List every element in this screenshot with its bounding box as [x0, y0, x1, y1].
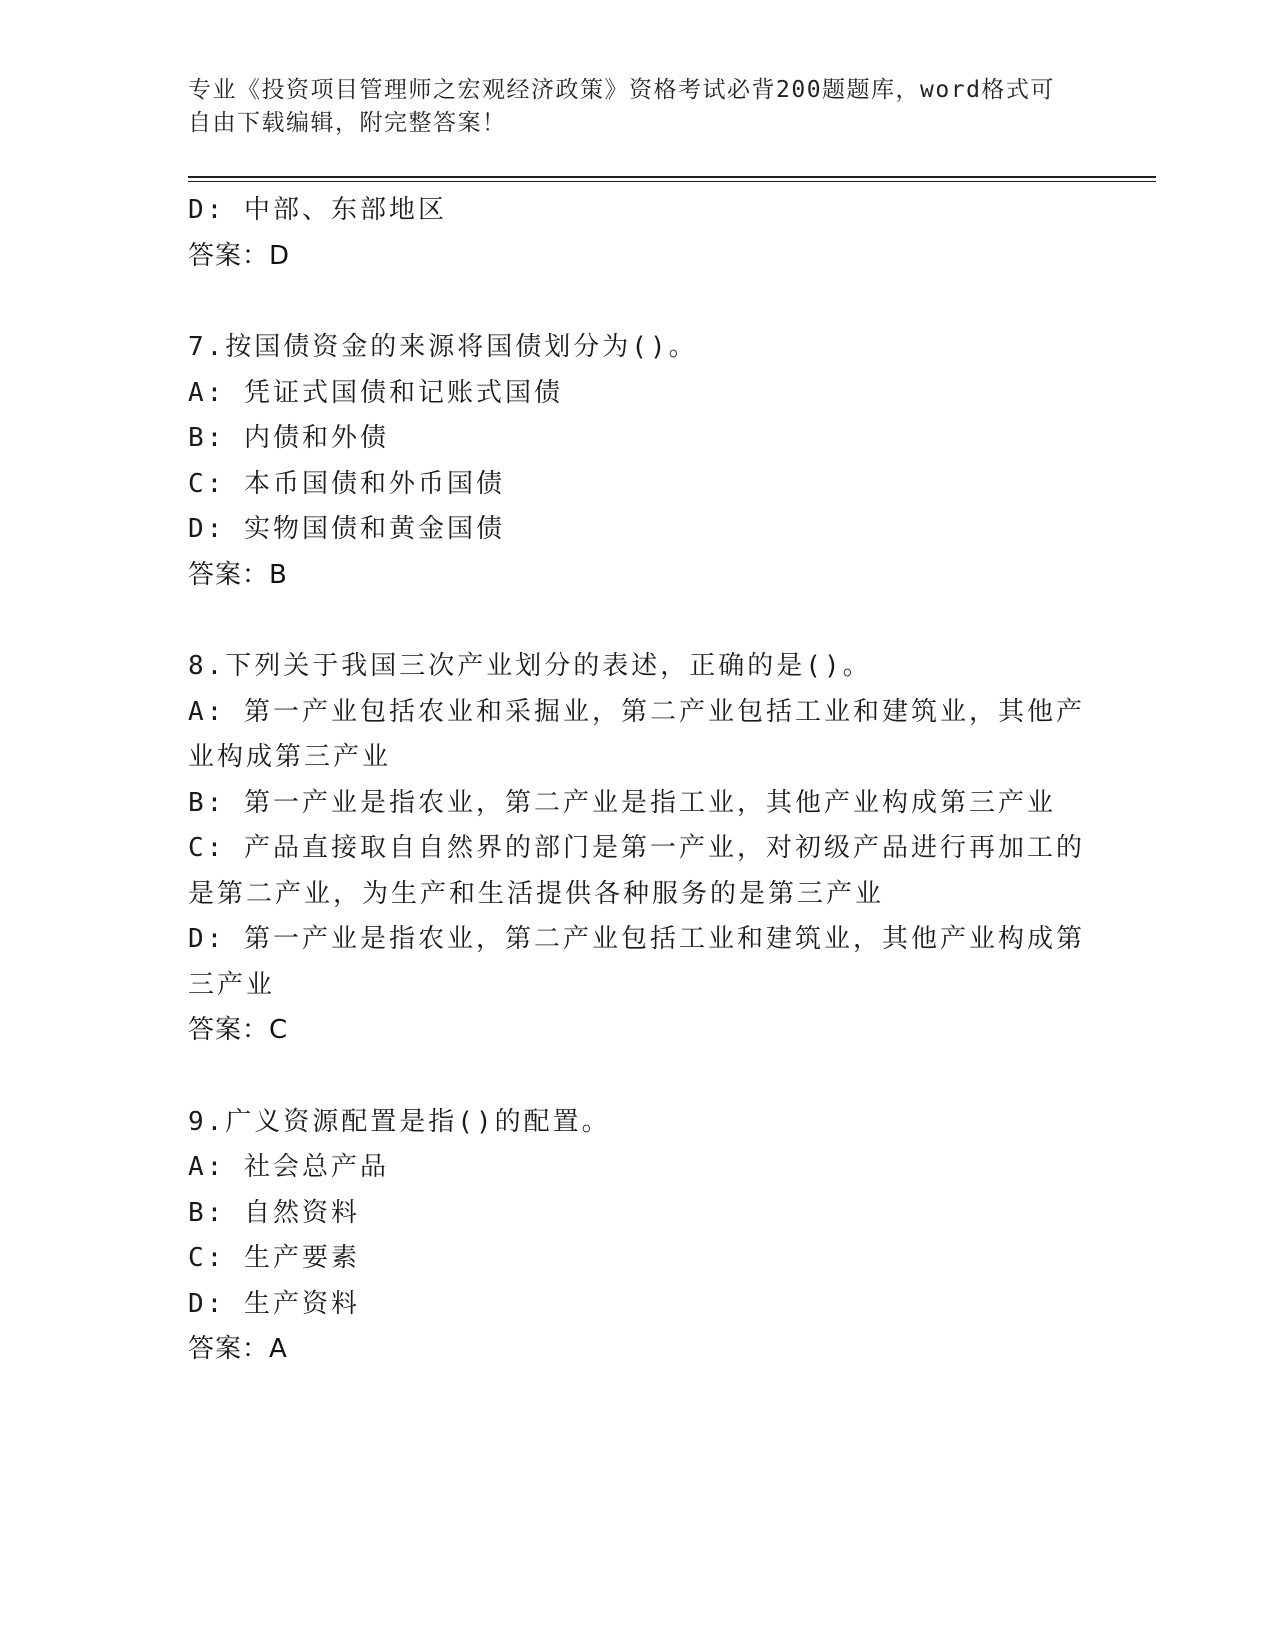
header-line-1: 专业《投资项目管理师之宏观经济政策》资格考试必背200题题库，word格式可: [188, 77, 1055, 103]
answer-line: 答案：A: [188, 1334, 288, 1364]
option-a: A: 第一产业包括农业和采掘业，第二产业包括工业和建筑业，其他产业构成第三产业: [188, 696, 1085, 772]
option-b: B: 内债和外债: [188, 423, 389, 453]
option-c: C: 产品直接取自自然界的部门是第一产业，对初级产品进行再加工的是第二产业，为生产和生活提供各种服务的是第三产业: [188, 833, 1085, 909]
spacer: [188, 598, 1088, 644]
option-b: B: 自然资料: [188, 1197, 360, 1228]
option-c: C: 本币国债和外币国债: [188, 468, 505, 499]
option-d: D: 第一产业是指农业，第二产业包括工业和建筑业，其他产业构成第三产业: [188, 924, 1085, 1000]
question-list: [188, 188, 1088, 1373]
answer-line: 答案：B: [188, 559, 288, 590]
spacer: [188, 1054, 1088, 1100]
question-block-6: [188, 188, 1088, 279]
option-a: A: 社会总产品: [188, 1152, 389, 1182]
question-stem: 7.按国债资金的来源将国债划分为()。: [188, 332, 698, 362]
option-a: A: 凭证式国债和记账式国债: [188, 377, 563, 408]
option-c: C: 生产要素: [188, 1243, 360, 1273]
question-block-9: [188, 1100, 1088, 1373]
header-divider: [188, 176, 1156, 182]
option-d: D: 生产资料: [188, 1288, 360, 1319]
question-stem: 8.下列关于我国三次产业划分的表述，正确的是()。: [188, 651, 872, 681]
option-d: D: 实物国债和黄金国债: [188, 514, 505, 544]
answer-line: 答案：D: [188, 240, 291, 271]
option-d: D: 中部、东部地区: [188, 195, 447, 225]
page-header: [188, 74, 1068, 140]
question-stem: 9.广义资源配置是指()的配置。: [188, 1106, 611, 1137]
header-line-2: 自由下载编辑，附完整答案！: [188, 110, 507, 136]
spacer: [188, 279, 1088, 325]
option-b: B: 第一产业是指农业，第二产业是指工业，其他产业构成第三产业: [188, 787, 1056, 818]
question-block-7: [188, 325, 1088, 598]
question-block-8: [188, 644, 1088, 1054]
answer-line: 答案：C: [188, 1015, 289, 1045]
